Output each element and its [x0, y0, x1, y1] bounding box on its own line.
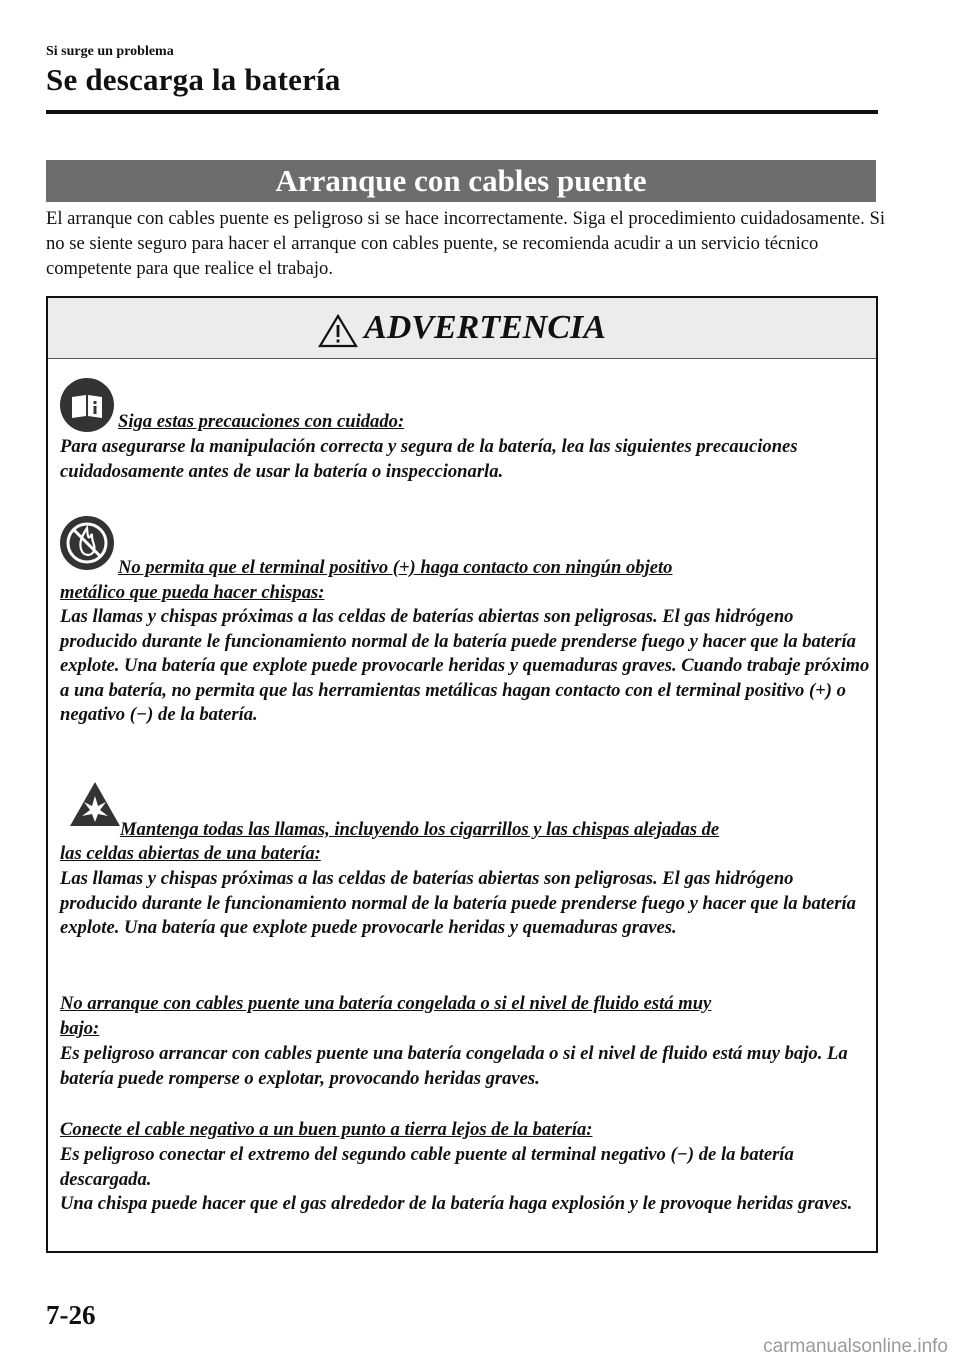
- item-body: Para asegurarse la manipulación correcta y segura de la batería, lea las siguientes precauciones cuidadosamente antes de usar la batería o inspeccionarla.: [60, 436, 798, 482]
- page-title: Se descarga la batería: [46, 62, 341, 97]
- title-divider: [46, 110, 878, 114]
- item-body: Es peligroso conectar el extremo del segundo cable puente al terminal negativo (−) de la batería descargada.: [60, 1144, 794, 1190]
- item-heading: No permita que el terminal positivo (+) haga contacto con ningún objeto: [118, 557, 673, 578]
- warning-title: ADVERTENCIA: [364, 309, 606, 346]
- warning-triangle-icon: [318, 314, 358, 348]
- section-banner: Arranque con cables puente: [46, 160, 876, 202]
- breadcrumb: Si surge un problema: [46, 44, 174, 59]
- item-heading-continued: bajo:: [60, 1018, 100, 1039]
- item-heading: Mantenga todas las llamas, incluyendo los cigarrillos y las chispas alejadas de: [120, 819, 720, 840]
- item-body-continued: Una chispa puede hacer que el gas alrededor de la batería haga explosión y le provoque heridas graves.: [60, 1193, 853, 1214]
- item-body: Las llamas y chispas próximas a las celdas de baterías abiertas son peligrosas. El gas hidrógeno producido durante le funcionamiento normal de la batería puede prenderse fuego y hacer que la batería explote. Una batería que explote puede provocarle heridas y quemaduras graves.: [60, 868, 856, 939]
- item-heading: No arranque con cables puente una batería congelada o si el nivel de fluido está muy: [60, 993, 712, 1014]
- item-body: Es peligroso arrancar con cables puente una batería congelada o si el nivel de fluido está muy bajo. La batería puede romperse o explotar, provocando heridas graves.: [60, 1043, 848, 1089]
- no-flame-icon: [60, 516, 114, 570]
- warning-box: [46, 296, 878, 1253]
- explosion-warning-icon: [68, 780, 122, 833]
- item-heading-continued: metálico que pueda hacer chispas:: [60, 582, 325, 603]
- item-heading: Siga estas precauciones con cuidado:: [118, 411, 405, 432]
- warning-header: [48, 298, 876, 359]
- watermark: carmanualsonline.info: [763, 1336, 948, 1357]
- item-heading-continued: las celdas abiertas de una batería:: [60, 843, 321, 864]
- item-heading: Conecte el cable negativo a un buen punto a tierra lejos de la batería:: [60, 1119, 593, 1140]
- intro-paragraph: El arranque con cables puente es peligroso si se hace incorrectamente. Siga el procedimiento cuidadosamente. Si no se siente seguro para hacer el arranque con cables puente, se recomienda acudir a un servicio técnico competente para que realice el trabajo.: [46, 208, 885, 279]
- page-number: 7-26: [46, 1300, 96, 1330]
- item-body: Las llamas y chispas próximas a las celdas de baterías abiertas son peligrosas. El gas hidrógeno producido durante le funcionamiento normal de la batería puede prenderse fuego y hacer que la batería explote. Una batería que explote puede provocarle heridas y quemaduras graves. Cuando trabaje próximo a una batería, no permita que las herramientas metálicas hagan contacto con el terminal positivo (+) o negativo (−) de la batería.: [60, 606, 870, 726]
- manual-book-icon: [60, 378, 114, 432]
